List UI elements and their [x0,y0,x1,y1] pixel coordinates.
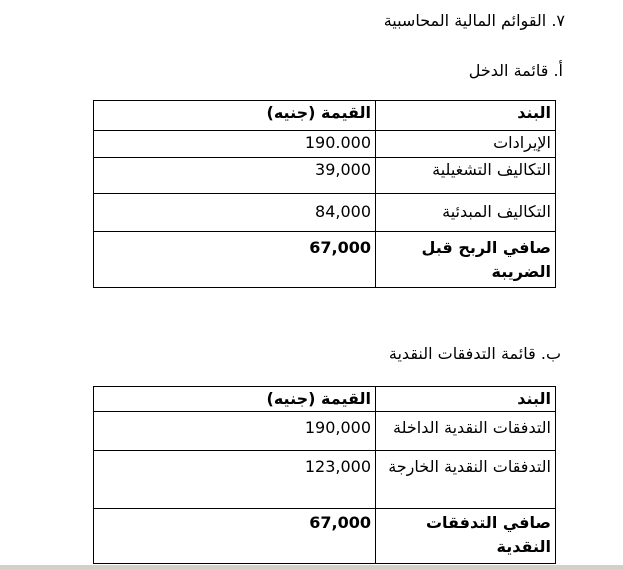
value-cell: 123,000 [94,451,376,509]
cash-flow-title: ب. قائمة التدفقات النقدية [388,344,561,363]
item-cell: الإيرادات [376,131,556,158]
value-cell: 84,000 [94,194,376,232]
header-item-cell: البند [376,101,556,131]
table-row [94,194,556,232]
income-statement-table [93,100,556,288]
value-cell: 67,000 [94,509,376,564]
header-value-cell: القيمة (جنيه) [94,101,376,131]
table-row [94,158,556,194]
item-cell: التكاليف التشغيلية [376,158,556,194]
section-title: ٧. القوائم المالية المحاسبية [383,11,565,30]
value-cell: 39,000 [94,158,376,194]
value-cell: 190.000 [94,131,376,158]
item-cell: صافي التدفقات النقدية [376,509,556,564]
cash-flow-table [93,386,556,564]
item-cell: التدفقات النقدية الداخلة [376,412,556,451]
page-bottom-divider [0,565,623,569]
value-cell: 190,000 [94,412,376,451]
table-row [94,509,556,564]
table-row [94,131,556,158]
value-cell: القيمة (جنيه) [94,387,376,412]
item-cell: التدفقات النقدية الخارجة [376,451,556,509]
income-statement-title: أ. قائمة الدخل [468,61,563,80]
table-row [94,412,556,451]
table-header-row [94,101,556,131]
item-cell: صافي الربح قبل الضريبة [376,232,556,288]
table-header-row [94,387,556,412]
table-row [94,451,556,509]
item-cell: التكاليف المبدئية [376,194,556,232]
table-row [94,232,556,288]
header-item-cell: البند [376,387,556,412]
value-cell: 67,000 [94,232,376,288]
